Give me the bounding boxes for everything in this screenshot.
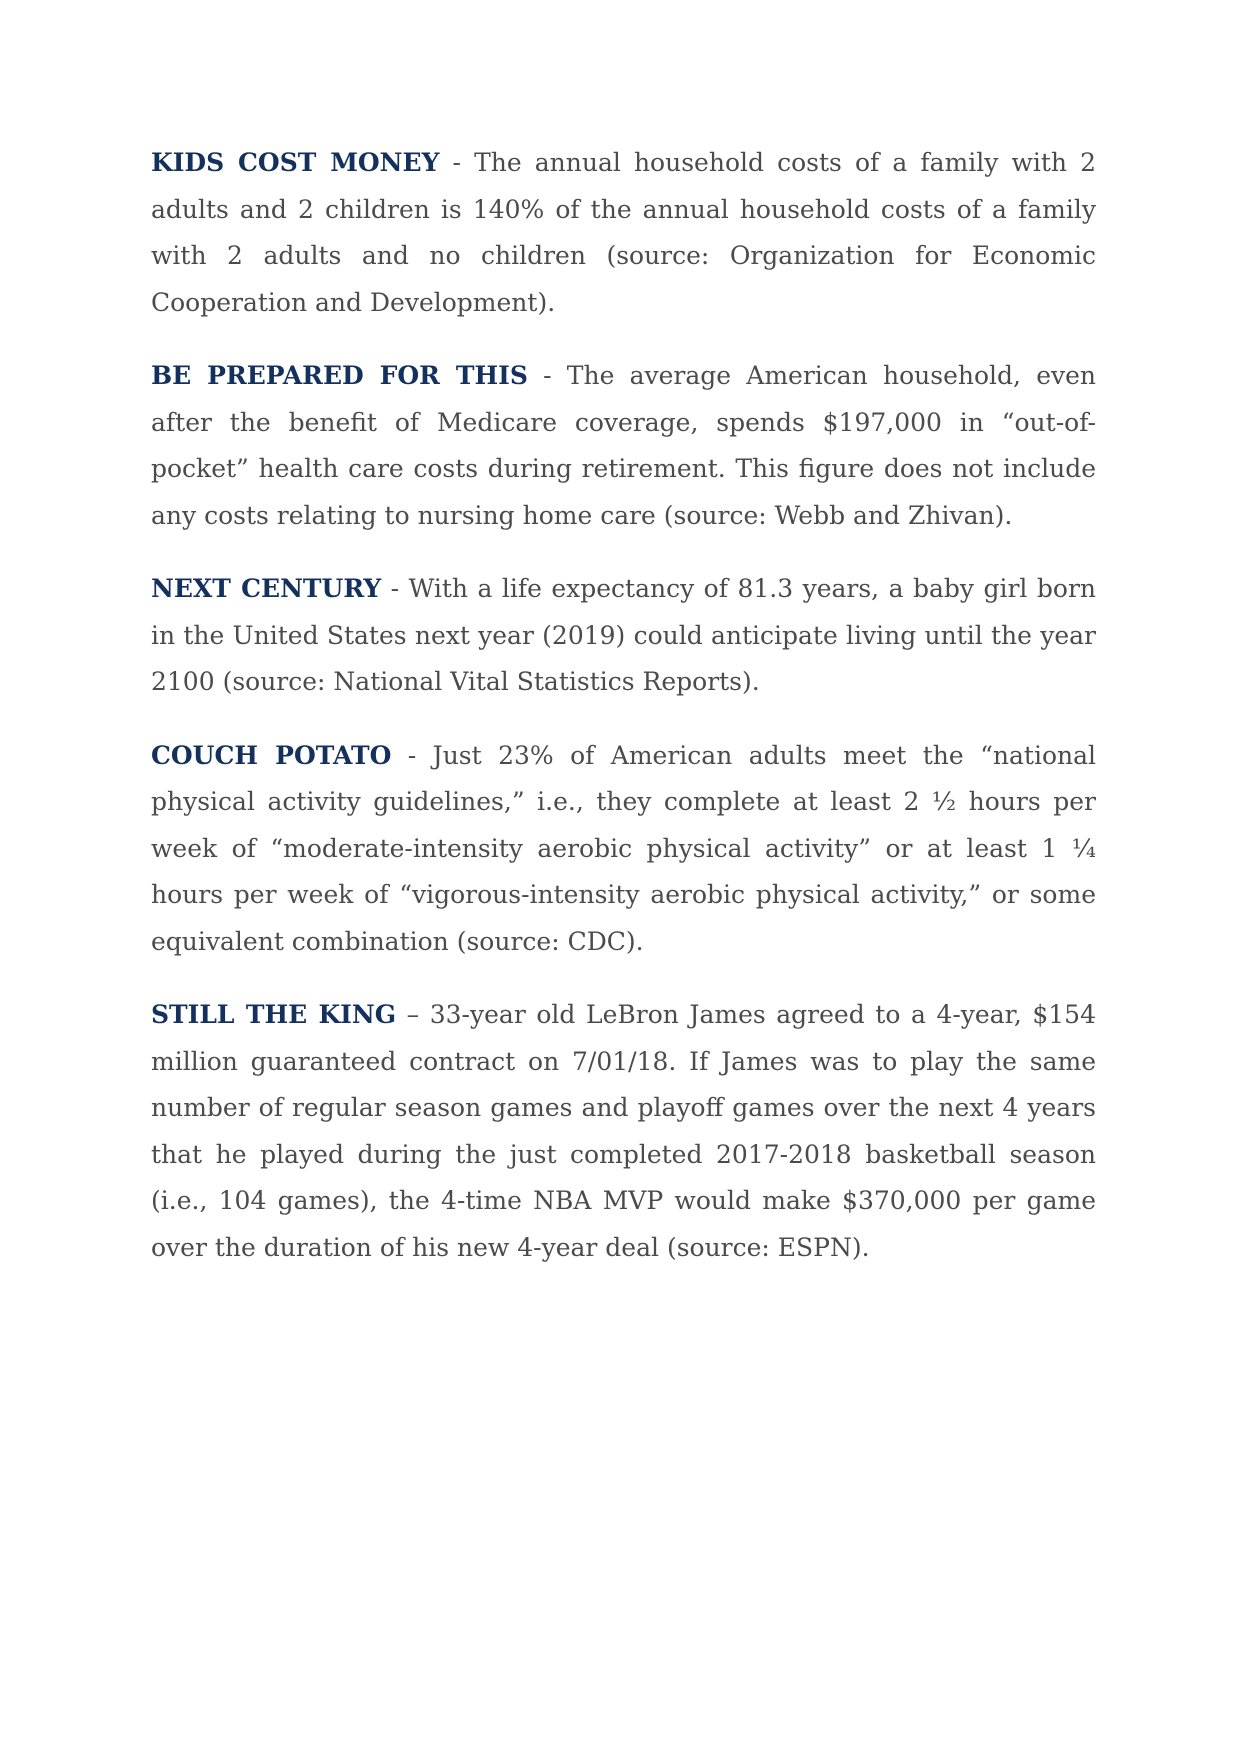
fact-heading: STILL THE KING (151, 1000, 397, 1029)
fact-item-be-prepared (151, 353, 1096, 539)
fact-item-still-the-king (151, 992, 1096, 1271)
fact-item-couch-potato (151, 733, 1096, 966)
fact-separator: – (396, 1000, 430, 1029)
fact-text: With a life expectancy of 81.3 years, a baby girl born in the United States next year (2019) could anticipate living until the year 2100 (source: National Vital Statistics Reports). (151, 574, 1096, 696)
fact-item-next-century (151, 566, 1096, 706)
fact-heading: NEXT CENTURY (151, 574, 382, 603)
fact-text: The average American household, even after the benefit of Medicare coverage, spends $197,000 in “out-of-pocket” health care costs during retirement. This figure does not include any costs relating to nursing home care (source: Webb and Zhivan). (151, 361, 1097, 530)
fact-heading: KIDS COST MONEY (151, 148, 440, 177)
fact-separator: - (391, 740, 433, 770)
fact-text: 33-year old LeBron James agreed to a 4-year, $154 million guaranteed contract on 7/01/18. If James was to play the same number of regular season games and playoff games over the next 4 years that he played during the just completed 2017-2018 basketball season (i.e., 104 games), the 4-time NBA MVP would make $370,000 per game over the duration of his new 4-year deal (source: ESPN). (151, 1000, 1096, 1262)
fact-item-kids-cost-money (151, 140, 1096, 326)
fact-separator: - (439, 148, 475, 177)
fact-separator: - (381, 574, 409, 603)
fact-heading: COUCH POTATO (151, 740, 392, 770)
fact-text: Just 23% of American adults meet the “national physical activity guidelines,” i.e., they complete at least 2 ½ hours per week of “moderate-intensity aerobic physical activity” or at least 1 ¼ hours per week of “vigorous-intensity aerobic physical activity,” or some equivalent combination (source: CDC). (151, 740, 1096, 956)
fact-text: The annual household costs of a family with 2 adults and 2 children is 140% of the annual household costs of a family with 2 adults and no children (source: Organization for Economic Cooperation and Development). (151, 148, 1096, 317)
fact-heading: BE PREPARED FOR THIS (151, 361, 528, 390)
document-body (151, 140, 1096, 1298)
fact-separator: - (527, 361, 567, 390)
